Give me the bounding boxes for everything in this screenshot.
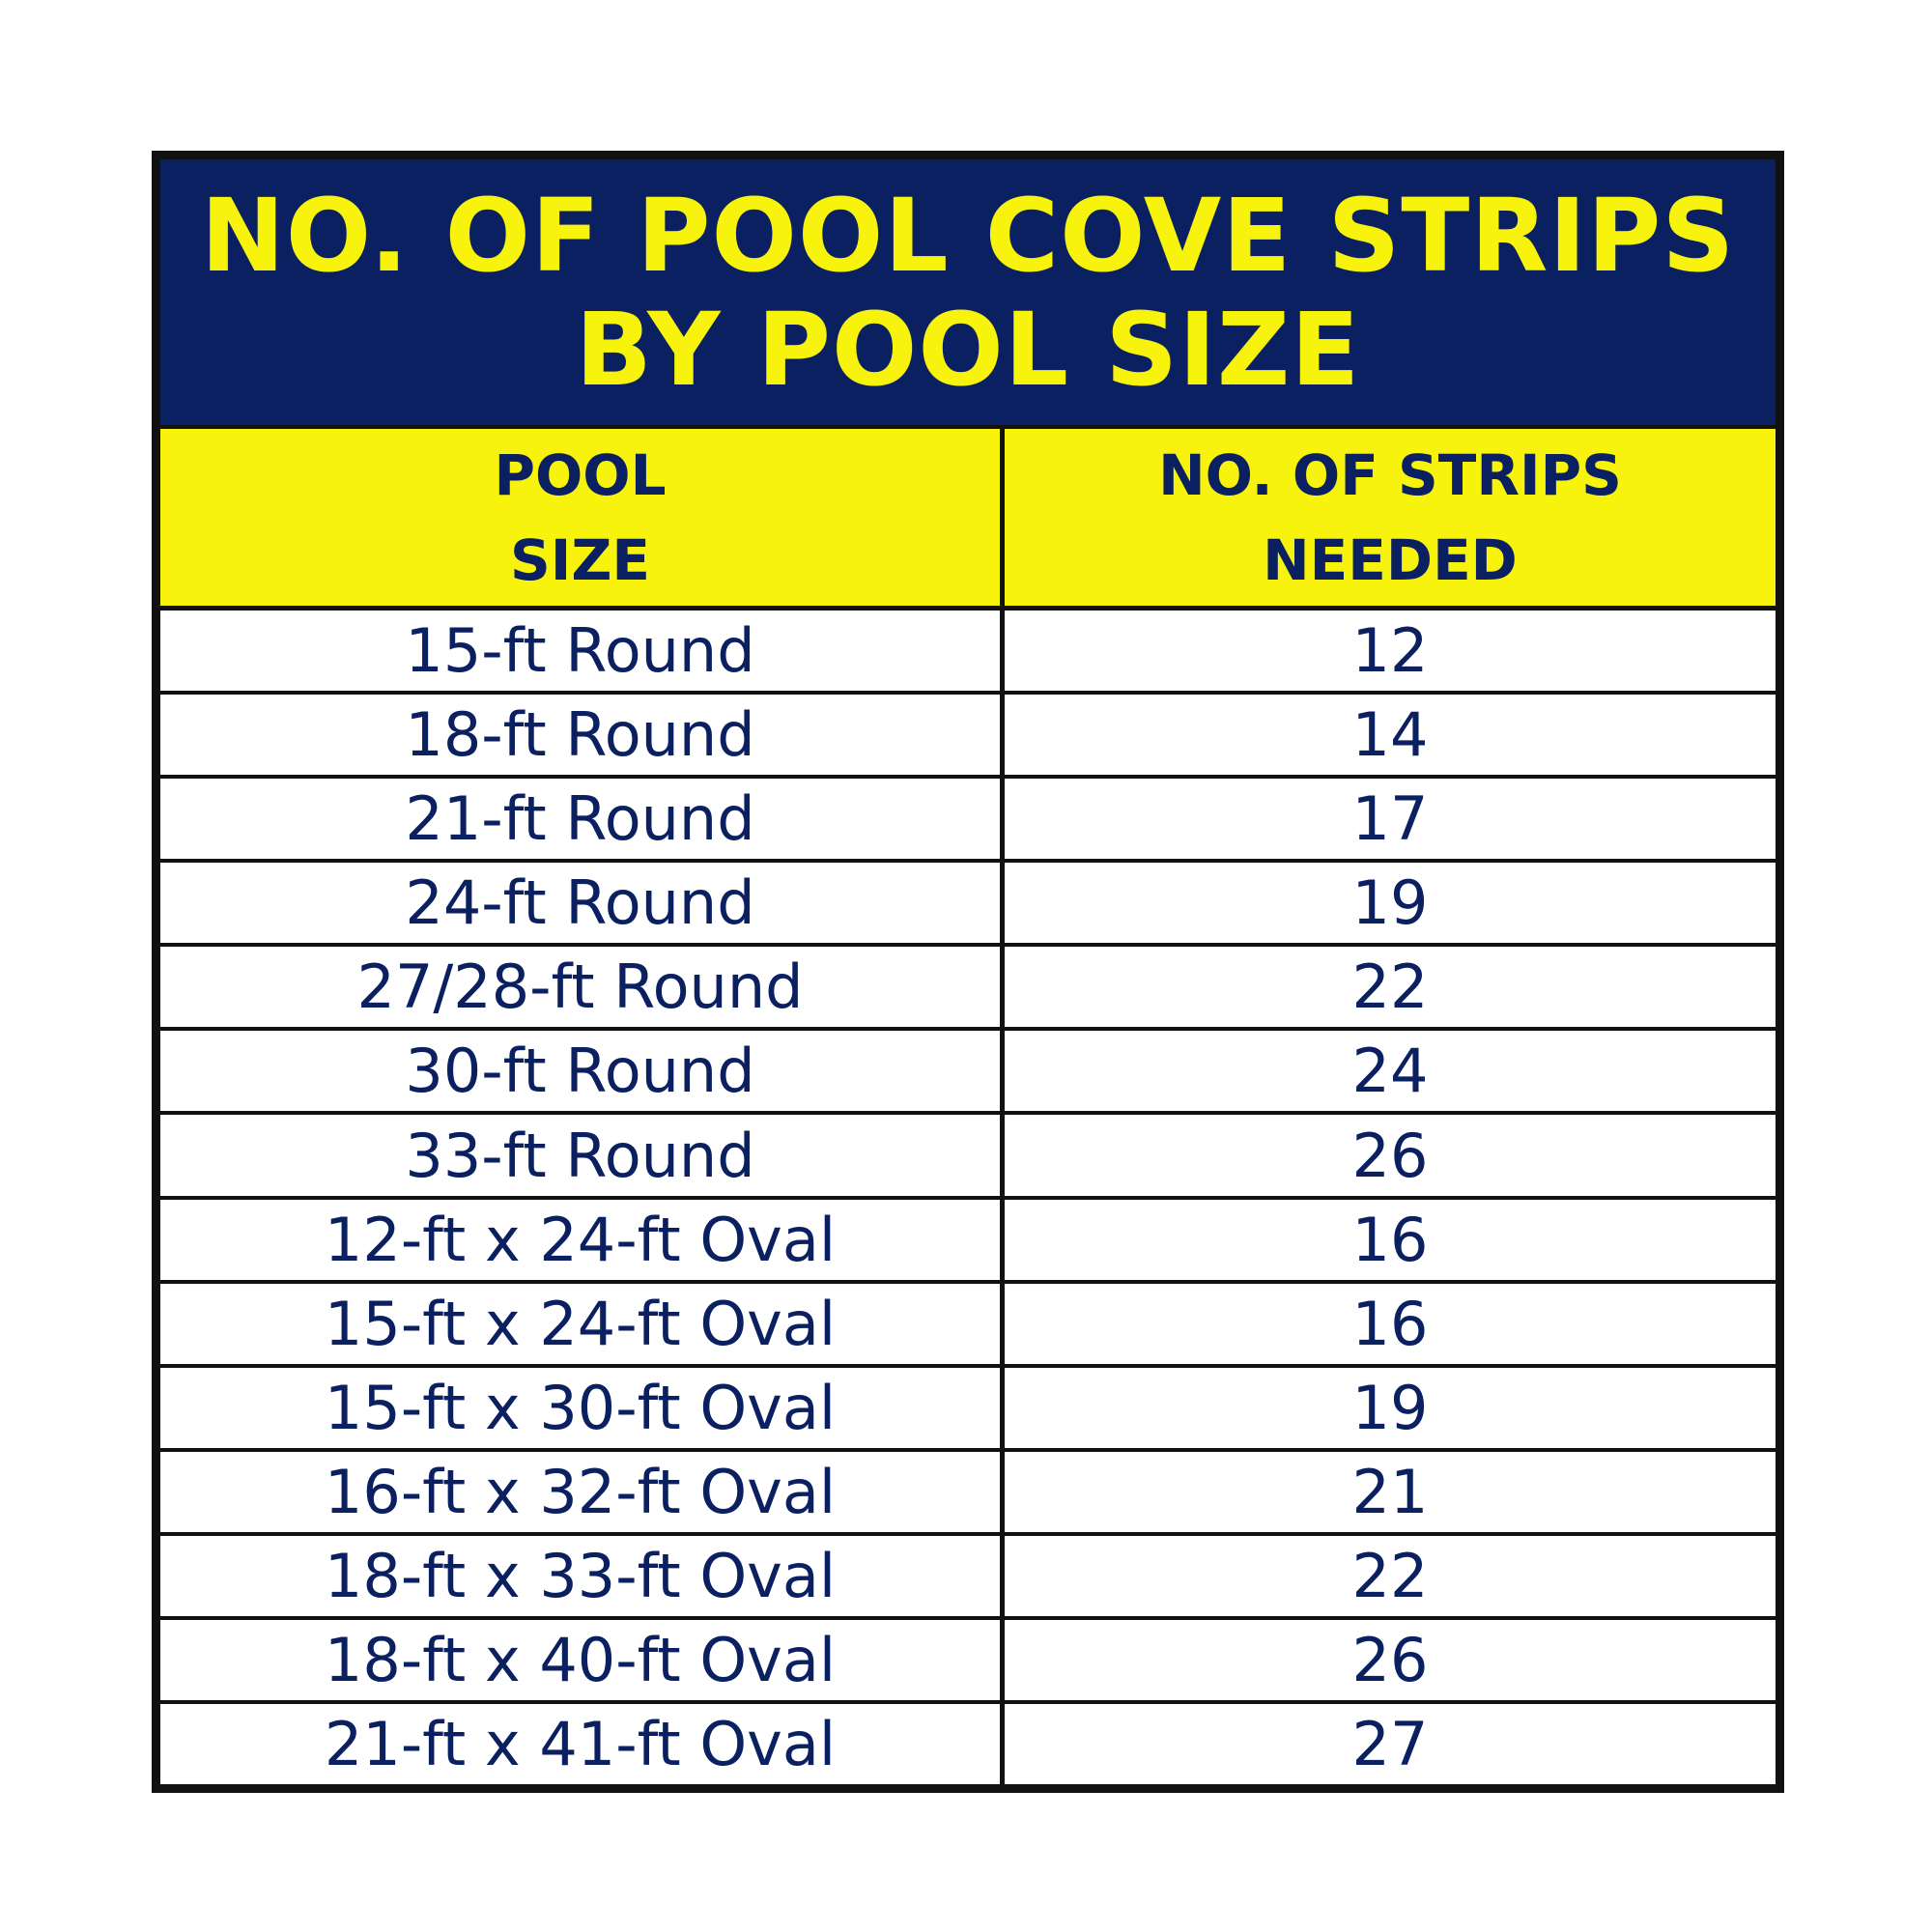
pool-size-cell: 24-ft Round — [160, 863, 1005, 943]
title-line-1: NO. OF POOL COVE STRIPS — [200, 176, 1736, 295]
pool-size-cell: 21-ft x 41-ft Oval — [160, 1704, 1005, 1784]
pool-size-cell: 33-ft Round — [160, 1115, 1005, 1195]
table-row — [160, 863, 1776, 947]
table-row — [160, 1284, 1776, 1368]
strips-count-cell: 16 — [1351, 1288, 1429, 1359]
strips-count-cell: 16 — [1351, 1204, 1429, 1275]
pool-size-cell: 15-ft x 24-ft Oval — [160, 1284, 1005, 1364]
pool-size-cell: 18-ft x 40-ft Oval — [160, 1620, 1005, 1700]
strips-count-cell: 22 — [1351, 952, 1429, 1023]
table-row — [160, 1031, 1776, 1115]
pool-size-cell: 27/28-ft Round — [160, 947, 1005, 1027]
strips-count-cell: 26 — [1351, 1120, 1429, 1191]
pool-size-cell: 15-ft Round — [160, 611, 1005, 691]
table-body — [160, 611, 1776, 1784]
strips-count-cell: 26 — [1351, 1624, 1429, 1695]
header-strips-needed-line-1: NO. OF STRIPS — [1158, 441, 1622, 508]
header-pool-size-line-2: SIZE — [509, 526, 651, 593]
pool-size-cell: 16-ft x 32-ft Oval — [160, 1452, 1005, 1532]
strips-count-cell: 22 — [1351, 1540, 1429, 1611]
table-row — [160, 1452, 1776, 1536]
pool-size-cell: 18-ft x 33-ft Oval — [160, 1536, 1005, 1616]
pool-size-cell: 15-ft x 30-ft Oval — [160, 1368, 1005, 1448]
table-row — [160, 611, 1776, 695]
cove-strip-table — [152, 151, 1784, 1793]
strips-count-cell: 21 — [1351, 1456, 1429, 1527]
strips-count-cell: 24 — [1351, 1036, 1429, 1107]
pool-size-cell: 18-ft Round — [160, 695, 1005, 775]
table-row — [160, 1200, 1776, 1284]
header-strips-needed — [1005, 429, 1776, 606]
strips-count-cell: 14 — [1351, 699, 1429, 771]
pool-size-cell: 30-ft Round — [160, 1031, 1005, 1111]
header-pool-size — [160, 429, 1005, 606]
title-banner — [160, 159, 1776, 429]
title-line-2: BY POOL SIZE — [575, 290, 1361, 409]
table-row — [160, 1115, 1776, 1199]
table-row — [160, 1704, 1776, 1784]
pool-size-cell: 12-ft x 24-ft Oval — [160, 1200, 1005, 1280]
strips-count-cell: 19 — [1351, 867, 1429, 939]
table-row — [160, 947, 1776, 1031]
strips-count-cell: 12 — [1351, 615, 1429, 687]
header-pool-size-line-1: POOL — [494, 441, 667, 508]
strips-count-cell: 17 — [1351, 783, 1429, 855]
table-row — [160, 1620, 1776, 1704]
pool-size-cell: 21-ft Round — [160, 779, 1005, 859]
strips-count-cell: 19 — [1351, 1372, 1429, 1443]
table-row — [160, 695, 1776, 779]
table-row — [160, 1536, 1776, 1620]
table-row — [160, 1368, 1776, 1452]
table-row — [160, 779, 1776, 863]
header-strips-needed-line-2: NEEDED — [1263, 526, 1518, 593]
header-row — [160, 429, 1776, 611]
strips-count-cell: 27 — [1351, 1709, 1429, 1780]
